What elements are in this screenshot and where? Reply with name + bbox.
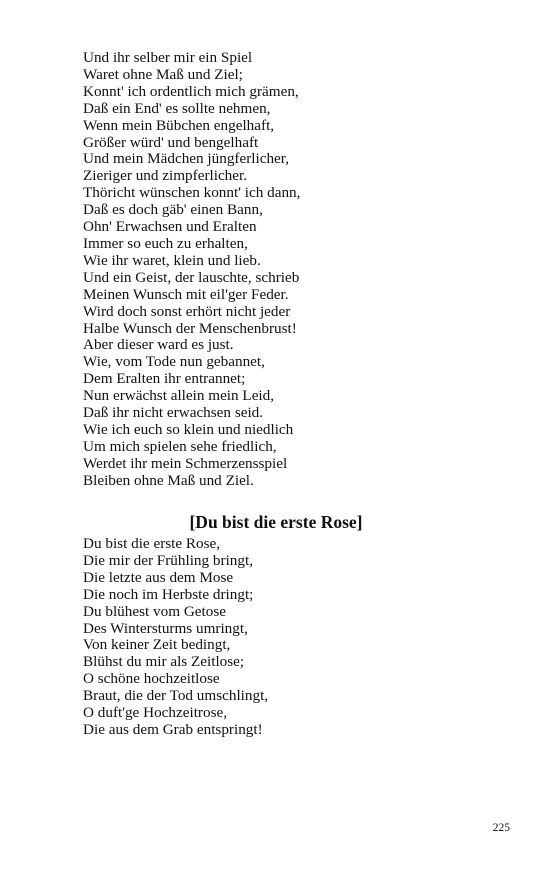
poem-line: Wie, vom Tode nun gebannet, bbox=[83, 353, 265, 371]
poem-line: O schöne hochzeitlose bbox=[83, 670, 220, 688]
poem-line: Von keiner Zeit bedingt, bbox=[83, 636, 231, 654]
poem-line: Um mich spielen sehe friedlich, bbox=[83, 437, 277, 455]
poem-line: Des Wintersturms umringt, bbox=[83, 619, 248, 637]
poem-line: Und ihr selber mir ein Spiel bbox=[83, 49, 253, 66]
poem-line: Die noch im Herbste dringt; bbox=[83, 585, 254, 603]
poem-line: Bleiben ohne Maß und Ziel. bbox=[83, 471, 254, 489]
poem-line: Und mein Mädchen jüngferlicher, bbox=[83, 150, 290, 168]
poem-line: Und ein Geist, der lauschte, schrieb bbox=[83, 268, 300, 286]
poem-line: Konnt' ich ordentlich mich grämen, bbox=[83, 82, 299, 100]
poem-line: Braut, die der Tod umschlingt, bbox=[83, 687, 269, 705]
poem-line: Werdet ihr mein Schmerzensspiel bbox=[83, 454, 288, 472]
poem-line: O duft'ge Hochzeitrose, bbox=[83, 704, 228, 722]
poem-line: Halbe Wunsch der Menschenbrust! bbox=[83, 319, 297, 337]
poem-line: Thöricht wünschen konnt' ich dann, bbox=[83, 184, 301, 202]
poem-line: Du bist die erste Rose, bbox=[83, 535, 221, 552]
poem-line: Daß ihr nicht erwachsen seid. bbox=[83, 404, 264, 422]
poem-line: Immer so euch zu erhalten, bbox=[83, 234, 248, 252]
poem-line: Wenn mein Bübchen engelhaft, bbox=[83, 116, 275, 134]
poem-line: Wie ihr waret, klein und lieb. bbox=[83, 251, 261, 269]
poem-continued bbox=[83, 50, 483, 490]
poem-line: Waret ohne Maß und Ziel; bbox=[83, 65, 243, 83]
poem-line: Die mir der Frühling bringt, bbox=[83, 551, 253, 569]
poem-line: Du blühest vom Getose bbox=[83, 602, 226, 620]
poem-line: Daß es doch gäb' einen Bann, bbox=[83, 201, 263, 219]
page-number: 225 bbox=[492, 822, 510, 834]
poem-line: Die aus dem Grab entspringt! bbox=[83, 720, 263, 738]
poem-title: [Du bist die erste Rose] bbox=[189, 512, 363, 532]
poem-line: Meinen Wunsch mit eil'ger Feder. bbox=[83, 285, 289, 303]
poem-line: Die letzte aus dem Mose bbox=[83, 568, 234, 586]
poem-line: Wie ich euch so klein und niedlich bbox=[83, 420, 294, 438]
poem-line: Daß ein End' es sollte nehmen, bbox=[83, 99, 271, 117]
poem-line: Ohn' Erwachsen und Eralten bbox=[83, 218, 257, 236]
poem-line: Wird doch sonst erhört nicht jeder bbox=[83, 302, 291, 320]
poem-line: Nun erwächst allein mein Leid, bbox=[83, 387, 275, 405]
poem-new bbox=[83, 536, 483, 739]
poem-line: Größer würd' und bengelhaft bbox=[83, 133, 259, 151]
poem-line: Aber dieser ward es just. bbox=[83, 336, 234, 354]
poem-line: Blühst du mir als Zeitlose; bbox=[83, 653, 245, 671]
poem-line: Dem Eralten ihr entrannet; bbox=[83, 370, 246, 388]
poem-line: Zieriger und zimpferlicher. bbox=[83, 167, 248, 185]
